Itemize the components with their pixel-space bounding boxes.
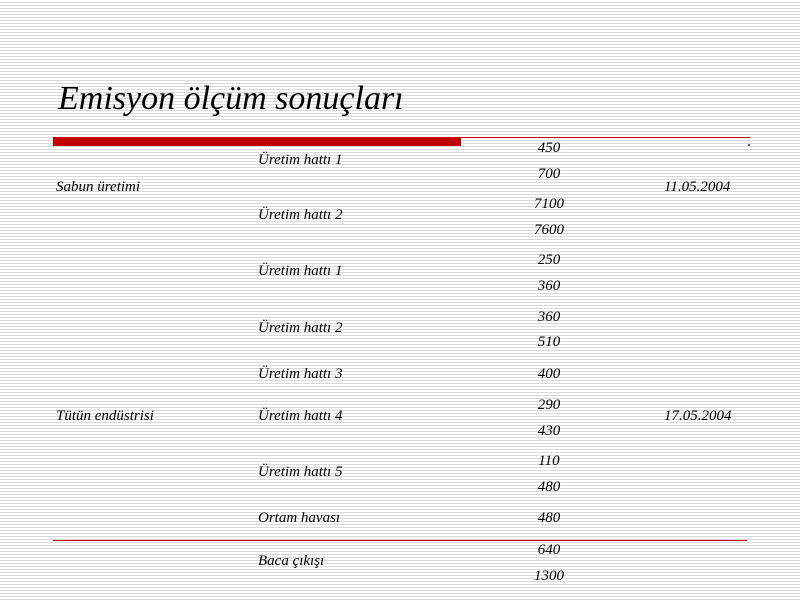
group-name: Sabun üretimi [56, 179, 141, 195]
value-cell: 700 [537, 166, 561, 182]
rule-end-mark [748, 144, 750, 146]
value-cell: 7100 [534, 196, 564, 212]
line-label: Üretim hattı 1 [258, 263, 343, 279]
value-cell: 250 [537, 252, 561, 268]
value-cell: 1300 [534, 568, 564, 584]
value-cell: 110 [538, 453, 560, 469]
group-date: 11.05.2004 [664, 179, 731, 195]
line-label: Üretim hattı 2 [258, 320, 343, 336]
title-accent-bar [53, 137, 461, 146]
slide-title: Emisyon ölçüm sonuçları [58, 80, 404, 117]
line-label: Üretim hattı 4 [258, 408, 343, 424]
value-cell: 360 [537, 309, 561, 325]
line-label: Üretim hattı 1 [258, 152, 343, 168]
line-label: Ortam havası [258, 510, 341, 526]
line-label: Üretim hattı 3 [258, 366, 343, 382]
line-label: Üretim hattı 2 [258, 207, 343, 223]
line-label: Baca çıkışı [258, 553, 325, 569]
value-cell: 400 [537, 366, 561, 382]
value-cell: 480 [537, 479, 561, 495]
value-cell: 450 [537, 140, 561, 156]
value-cell: 640 [537, 542, 561, 558]
value-cell: 510 [537, 334, 561, 350]
group-date: 17.05.2004 [664, 408, 732, 424]
value-cell: 290 [537, 397, 561, 413]
group-name: Tütün endüstrisi [56, 408, 154, 424]
value-cell: 360 [537, 278, 561, 294]
value-cell: 430 [537, 423, 561, 439]
section-divider [53, 540, 747, 541]
value-cell: 480 [537, 510, 561, 526]
value-cell: 7600 [534, 222, 564, 238]
line-label: Üretim hattı 5 [258, 464, 343, 480]
